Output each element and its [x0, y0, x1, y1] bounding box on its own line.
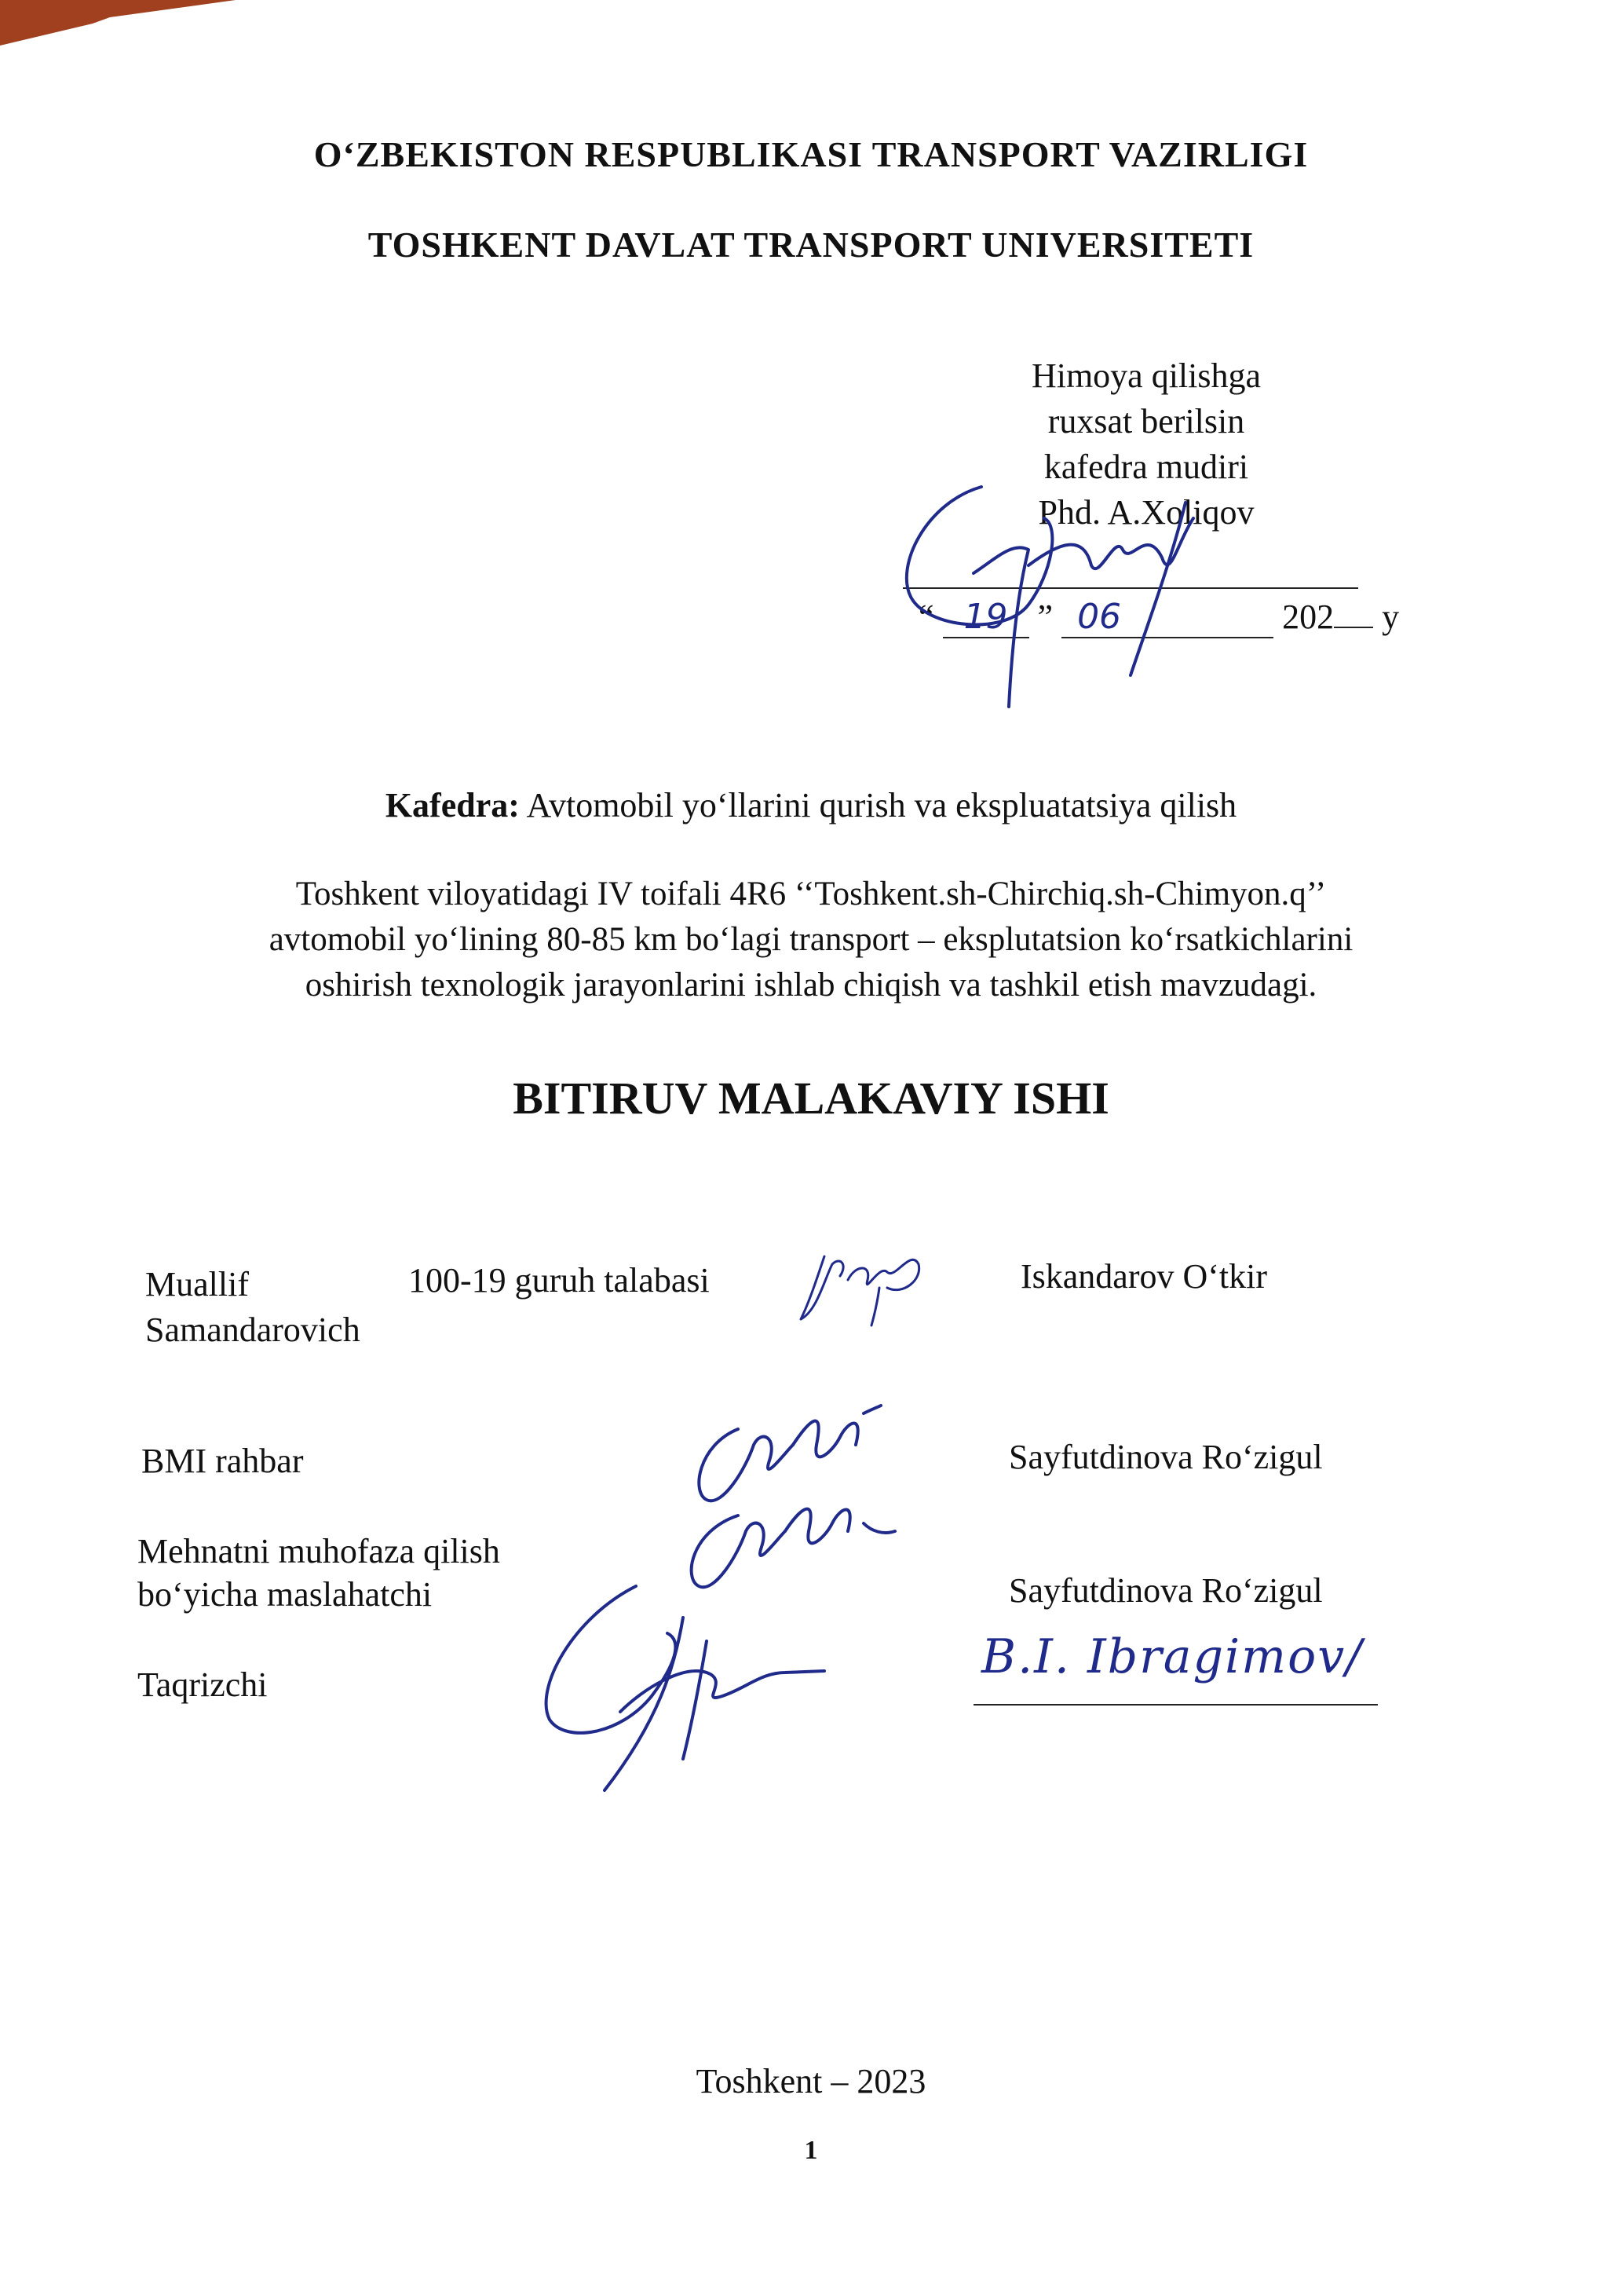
author-name-cont: Samandarovich: [145, 1311, 360, 1349]
safety-consultant-name: Sayfutdinova Ro‘zigul: [1009, 1571, 1323, 1610]
author-name: Iskandarov O‘tkir: [1021, 1257, 1268, 1296]
reviewer-name: B.I. Ibragimov/: [981, 1629, 1364, 1684]
supervisor-name: Sayfutdinova Ro‘zigul: [1009, 1438, 1323, 1476]
thesis-topic: [141, 872, 1481, 1008]
university-heading: TOSHKENT DAVLAT TRANSPORT UNIVERSITETI: [367, 225, 1255, 265]
department-line: [0, 785, 1622, 825]
date-month: 06: [1061, 597, 1273, 638]
supervisor-role: BMI rahbar: [141, 1442, 304, 1480]
city-year: Toshkent – 2023: [696, 2062, 926, 2100]
date-suffix: y: [1382, 598, 1400, 636]
department-label: Kafedra:: [385, 786, 520, 824]
date-close-quote: ”: [1037, 598, 1054, 636]
reviewer-signature-line: [974, 1704, 1378, 1706]
author-group: 100-19 guruh talabasi: [408, 1261, 710, 1300]
reviewer-role: Taqrizchi: [137, 1665, 268, 1704]
ministry-heading: O‘ZBEKISTON RESPUBLIKASI TRANSPORT VAZIRLIGI: [313, 134, 1309, 174]
author-signature: [793, 1233, 934, 1327]
page-number: 1: [804, 2136, 818, 2165]
date-year: 202: [1282, 598, 1335, 636]
approval-line-1: Himoya qilishga: [1031, 356, 1262, 395]
safety-consultant-role-line-2: bo‘yicha maslahatchi: [137, 1575, 433, 1614]
date-open-quote: “: [919, 598, 934, 636]
topic-line-2: avtomobil yo‘lining 80-85 km bo‘lagi transport – eksplutatsion ko‘rsatkichlarini: [269, 921, 1353, 958]
approval-line-4: Phd. A.Xoliqov: [1038, 493, 1255, 532]
department-name: Avtomobil yo‘llarini qurish va ekspluatatsiya qilish: [526, 786, 1237, 824]
approval-line-2: ruxsat berilsin: [1047, 402, 1245, 441]
reviewer-signature: [526, 1570, 856, 1806]
page-corner-mark: [0, 0, 236, 47]
head-of-department-signature: [879, 471, 1256, 722]
date-day: 19: [943, 597, 1029, 638]
approval-line-3: kafedra mudiri: [1043, 448, 1249, 486]
topic-line-1: Toshkent viloyatidagi IV toifali 4R6 ‘‘Toshkent.sh-Chirchiq.sh-Chimyon.q’’: [295, 876, 1327, 912]
safety-consultant-role-line-1: Mehnatni muhofaza qilish: [137, 1532, 500, 1570]
document-title: BITIRUV MALAKAVIY ISHI: [513, 1073, 1109, 1124]
author-role: Muallif: [145, 1265, 249, 1303]
topic-line-3: oshirish texnologik jarayonlarini ishlab chiqish va tashkil etish mavzudagi.: [305, 967, 1317, 1004]
